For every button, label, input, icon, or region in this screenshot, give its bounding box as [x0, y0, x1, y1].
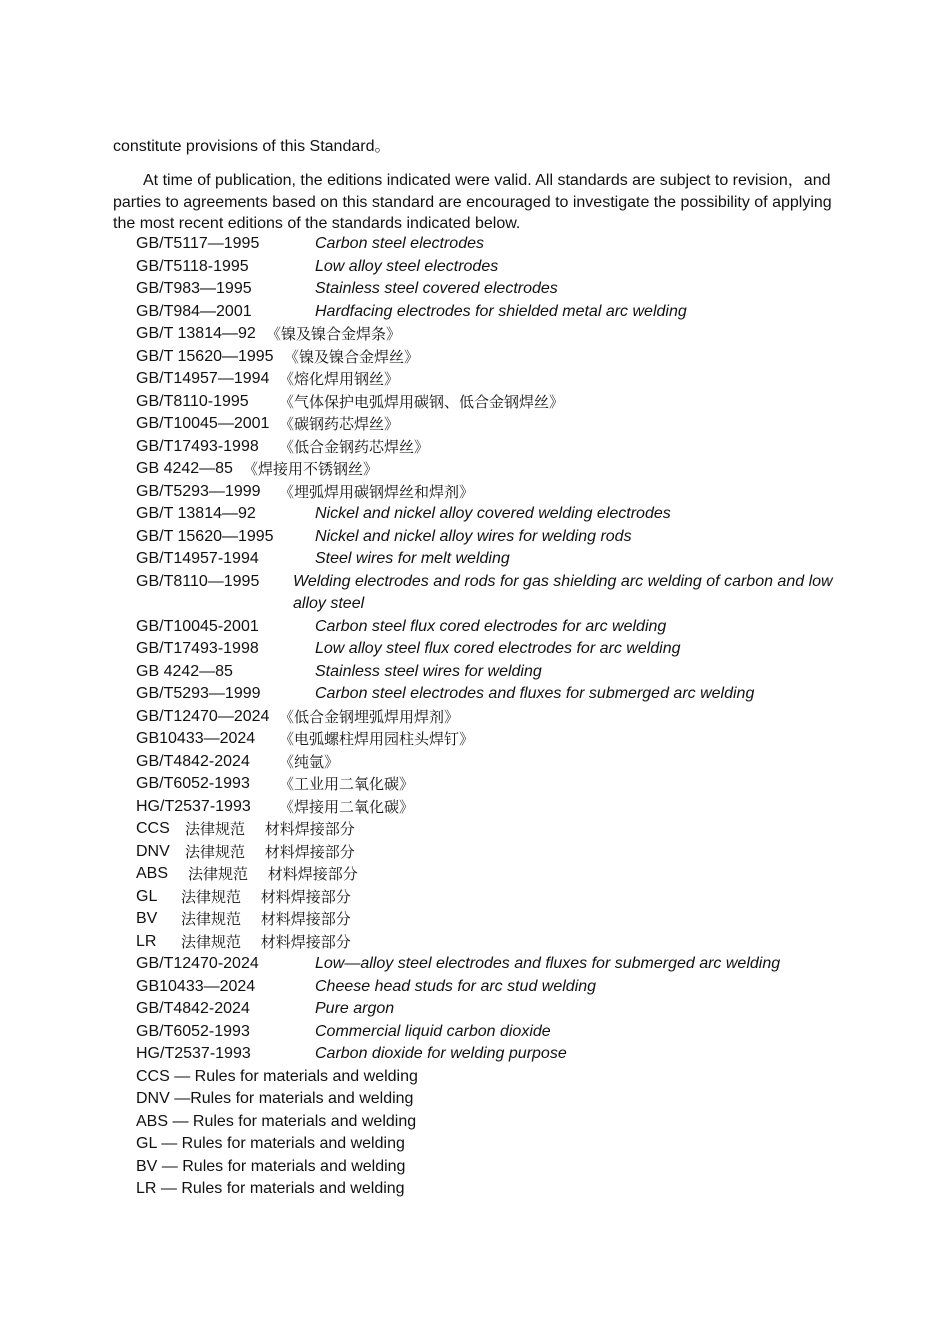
ref-code: GB/T984—2001	[136, 302, 252, 320]
ref-row	[136, 683, 856, 706]
ref-code: GB/T983—1995	[136, 280, 252, 297]
ref-title: 《镍及镍合金焊丝》	[284, 347, 420, 366]
ref-code: GB/T6052-1993	[136, 1022, 250, 1040]
ref-code: DNV —Rules for materials and welding	[136, 1090, 414, 1107]
ref-title: Carbon dioxide for welding purpose	[315, 1045, 567, 1062]
ref-code: CCS	[136, 820, 170, 837]
ref-title: 《工业用二氧化碳》	[279, 775, 415, 793]
ref-code: GB/T17493-1998	[136, 640, 259, 657]
ref-row	[136, 233, 856, 256]
ref-row	[136, 571, 856, 616]
ref-code: GB/T8110—1995	[136, 572, 260, 590]
ref-code: HG/T2537-1993	[136, 797, 251, 815]
ref-title: 法律规范 材料焊接部分	[181, 910, 351, 928]
ref-row	[136, 661, 856, 684]
ref-title: 《电弧螺柱焊用园柱头焊钉》	[279, 730, 475, 748]
ref-title: Low alloy steel flux cored electrodes for arc welding	[315, 640, 681, 657]
ref-code: GB/T 15620—1995	[136, 527, 274, 545]
ref-title: 法律规范 材料焊接部分	[181, 887, 351, 906]
ref-title: 《镍及镍合金焊条》	[266, 325, 402, 343]
ref-title: Carbon steel electrodes and fluxes for submerged arc welding	[315, 685, 755, 702]
ref-row	[136, 346, 856, 369]
ref-title: Welding electrodes and rods for gas shielding arc welding of carbon and low alloy steel	[293, 572, 833, 612]
ref-title: 《纯氩》	[279, 752, 340, 771]
ref-code: GB/T17493-1998	[136, 437, 259, 455]
ref-row	[136, 256, 856, 279]
ref-title: Nickel and nickel alloy covered welding electrodes	[315, 505, 671, 522]
ref-row	[136, 1088, 856, 1111]
ref-title: Steel wires for melt welding	[315, 550, 510, 567]
ref-title: Stainless steel covered electrodes	[315, 280, 558, 297]
ref-row	[136, 1066, 856, 1089]
ref-row	[136, 368, 856, 391]
ref-code: GB/T 13814—92	[136, 325, 256, 342]
ref-title: Commercial liquid carbon dioxide	[315, 1022, 551, 1040]
ref-title: 《熔化焊用钢丝》	[279, 370, 400, 388]
ref-row	[136, 818, 856, 841]
ref-code: GB/T14957-1994	[136, 550, 259, 567]
intro-paragraph: At time of publication, the editions indicated were valid. All standards are subject to revision，and parties to agreements based on this standard are encouraged to investigate the possibility of applying the most recent editions of the standards indicated below.	[113, 172, 832, 232]
ref-row	[136, 638, 856, 661]
ref-row	[136, 728, 856, 751]
ref-title: 《焊接用不锈钢丝》	[243, 460, 379, 478]
ref-code: GB/T4842-2024	[136, 752, 250, 770]
ref-code: GB/T8110-1995	[136, 392, 249, 410]
ref-title: Carbon steel electrodes	[315, 235, 484, 252]
ref-code: DNV	[136, 842, 170, 860]
ref-code: GB/T10045-2001	[136, 617, 259, 635]
ref-title: 法律规范 材料焊接部分	[185, 842, 355, 861]
ref-code: GB/T14957—1994	[136, 370, 270, 387]
ref-code: ABS	[136, 865, 169, 882]
ref-title: 《低合金钢埋弧焊用焊剂》	[279, 707, 460, 726]
ref-row	[136, 323, 856, 346]
ref-title: Low alloy steel electrodes	[315, 257, 499, 275]
ref-code: GB/T5293—1999	[136, 482, 261, 500]
ref-row	[136, 976, 856, 999]
ref-row	[136, 1043, 856, 1066]
ref-code: ABS — Rules for materials and welding	[136, 1112, 417, 1130]
ref-title: 《碳钢药芯焊丝》	[279, 415, 400, 433]
ref-title: Pure argon	[315, 1000, 395, 1017]
ref-row	[136, 773, 856, 796]
ref-code: GL	[136, 887, 158, 905]
ref-code: GB/T12470—2024	[136, 707, 270, 725]
ref-row	[136, 1178, 856, 1201]
ref-code: BV	[136, 910, 158, 927]
ref-title: Nickel and nickel alloy wires for welding rods	[315, 527, 632, 545]
ref-row	[136, 706, 856, 729]
ref-code: GB/T 13814—92	[136, 505, 256, 522]
ref-code: LR — Rules for materials and welding	[136, 1180, 405, 1197]
ref-code: GL — Rules for materials and welding	[136, 1135, 405, 1152]
ref-row	[136, 436, 856, 459]
ref-title: Hardfacing electrodes for shielded metal arc welding	[315, 302, 687, 320]
ref-code: GB10433—2024	[136, 977, 256, 995]
intro-line: constitute provisions of this Standard。	[113, 138, 391, 155]
ref-row	[136, 278, 856, 301]
ref-code: GB/T6052-1993	[136, 775, 250, 792]
ref-code: LR	[136, 932, 157, 950]
ref-row	[136, 616, 856, 639]
ref-row	[136, 1111, 856, 1134]
ref-row	[136, 526, 856, 549]
ref-row	[136, 458, 856, 481]
ref-code: GB/T5118-1995	[136, 257, 249, 275]
ref-row	[136, 481, 856, 504]
ref-code: BV — Rules for materials and welding	[136, 1157, 406, 1175]
ref-row	[136, 503, 856, 526]
ref-row	[136, 391, 856, 414]
ref-row	[136, 998, 856, 1021]
ref-code: HG/T2537-1993	[136, 1045, 251, 1062]
ref-title: 《低合金钢药芯焊丝》	[279, 437, 430, 456]
ref-row	[136, 751, 856, 774]
ref-code: GB/T 15620—1995	[136, 347, 274, 365]
ref-title: 《埋弧焊用碳钢焊丝和焊剂》	[279, 482, 475, 501]
ref-title: 法律规范 材料焊接部分	[185, 820, 355, 838]
ref-row	[136, 1156, 856, 1179]
ref-title: Low—alloy steel electrodes and fluxes for submerged arc welding	[315, 955, 781, 972]
ref-code: GB/T4842-2024	[136, 1000, 250, 1017]
ref-title: 《气体保护电弧焊用碳钢、低合金钢焊丝》	[279, 392, 565, 411]
ref-title: Cheese head studs for arc stud welding	[315, 977, 597, 995]
ref-code: GB 4242—85	[136, 662, 233, 680]
ref-row	[136, 796, 856, 819]
ref-row	[136, 931, 856, 954]
ref-code: GB/T12470-2024	[136, 955, 259, 972]
ref-row	[136, 863, 856, 886]
ref-title: Stainless steel wires for welding	[315, 662, 542, 680]
ref-row	[136, 301, 856, 324]
ref-code: CCS — Rules for materials and welding	[136, 1067, 418, 1085]
ref-title: Carbon steel flux cored electrodes for arc welding	[315, 617, 667, 635]
ref-code: GB 4242—85	[136, 460, 233, 477]
ref-row	[136, 908, 856, 931]
ref-row	[136, 413, 856, 436]
reference-list	[136, 233, 856, 1201]
ref-code: GB/T10045—2001	[136, 415, 270, 432]
ref-title: 法律规范 材料焊接部分	[188, 865, 358, 883]
ref-title: 法律规范 材料焊接部分	[181, 932, 351, 951]
ref-row	[136, 953, 856, 976]
ref-code: GB/T5117—1995	[136, 235, 260, 252]
ref-row	[136, 1021, 856, 1044]
ref-title: 《焊接用二氧化碳》	[279, 797, 415, 816]
ref-row	[136, 548, 856, 571]
ref-row	[136, 1133, 856, 1156]
ref-code: GB10433—2024	[136, 730, 256, 747]
ref-row	[136, 841, 856, 864]
ref-code: GB/T5293—1999	[136, 685, 261, 702]
ref-row	[136, 886, 856, 909]
